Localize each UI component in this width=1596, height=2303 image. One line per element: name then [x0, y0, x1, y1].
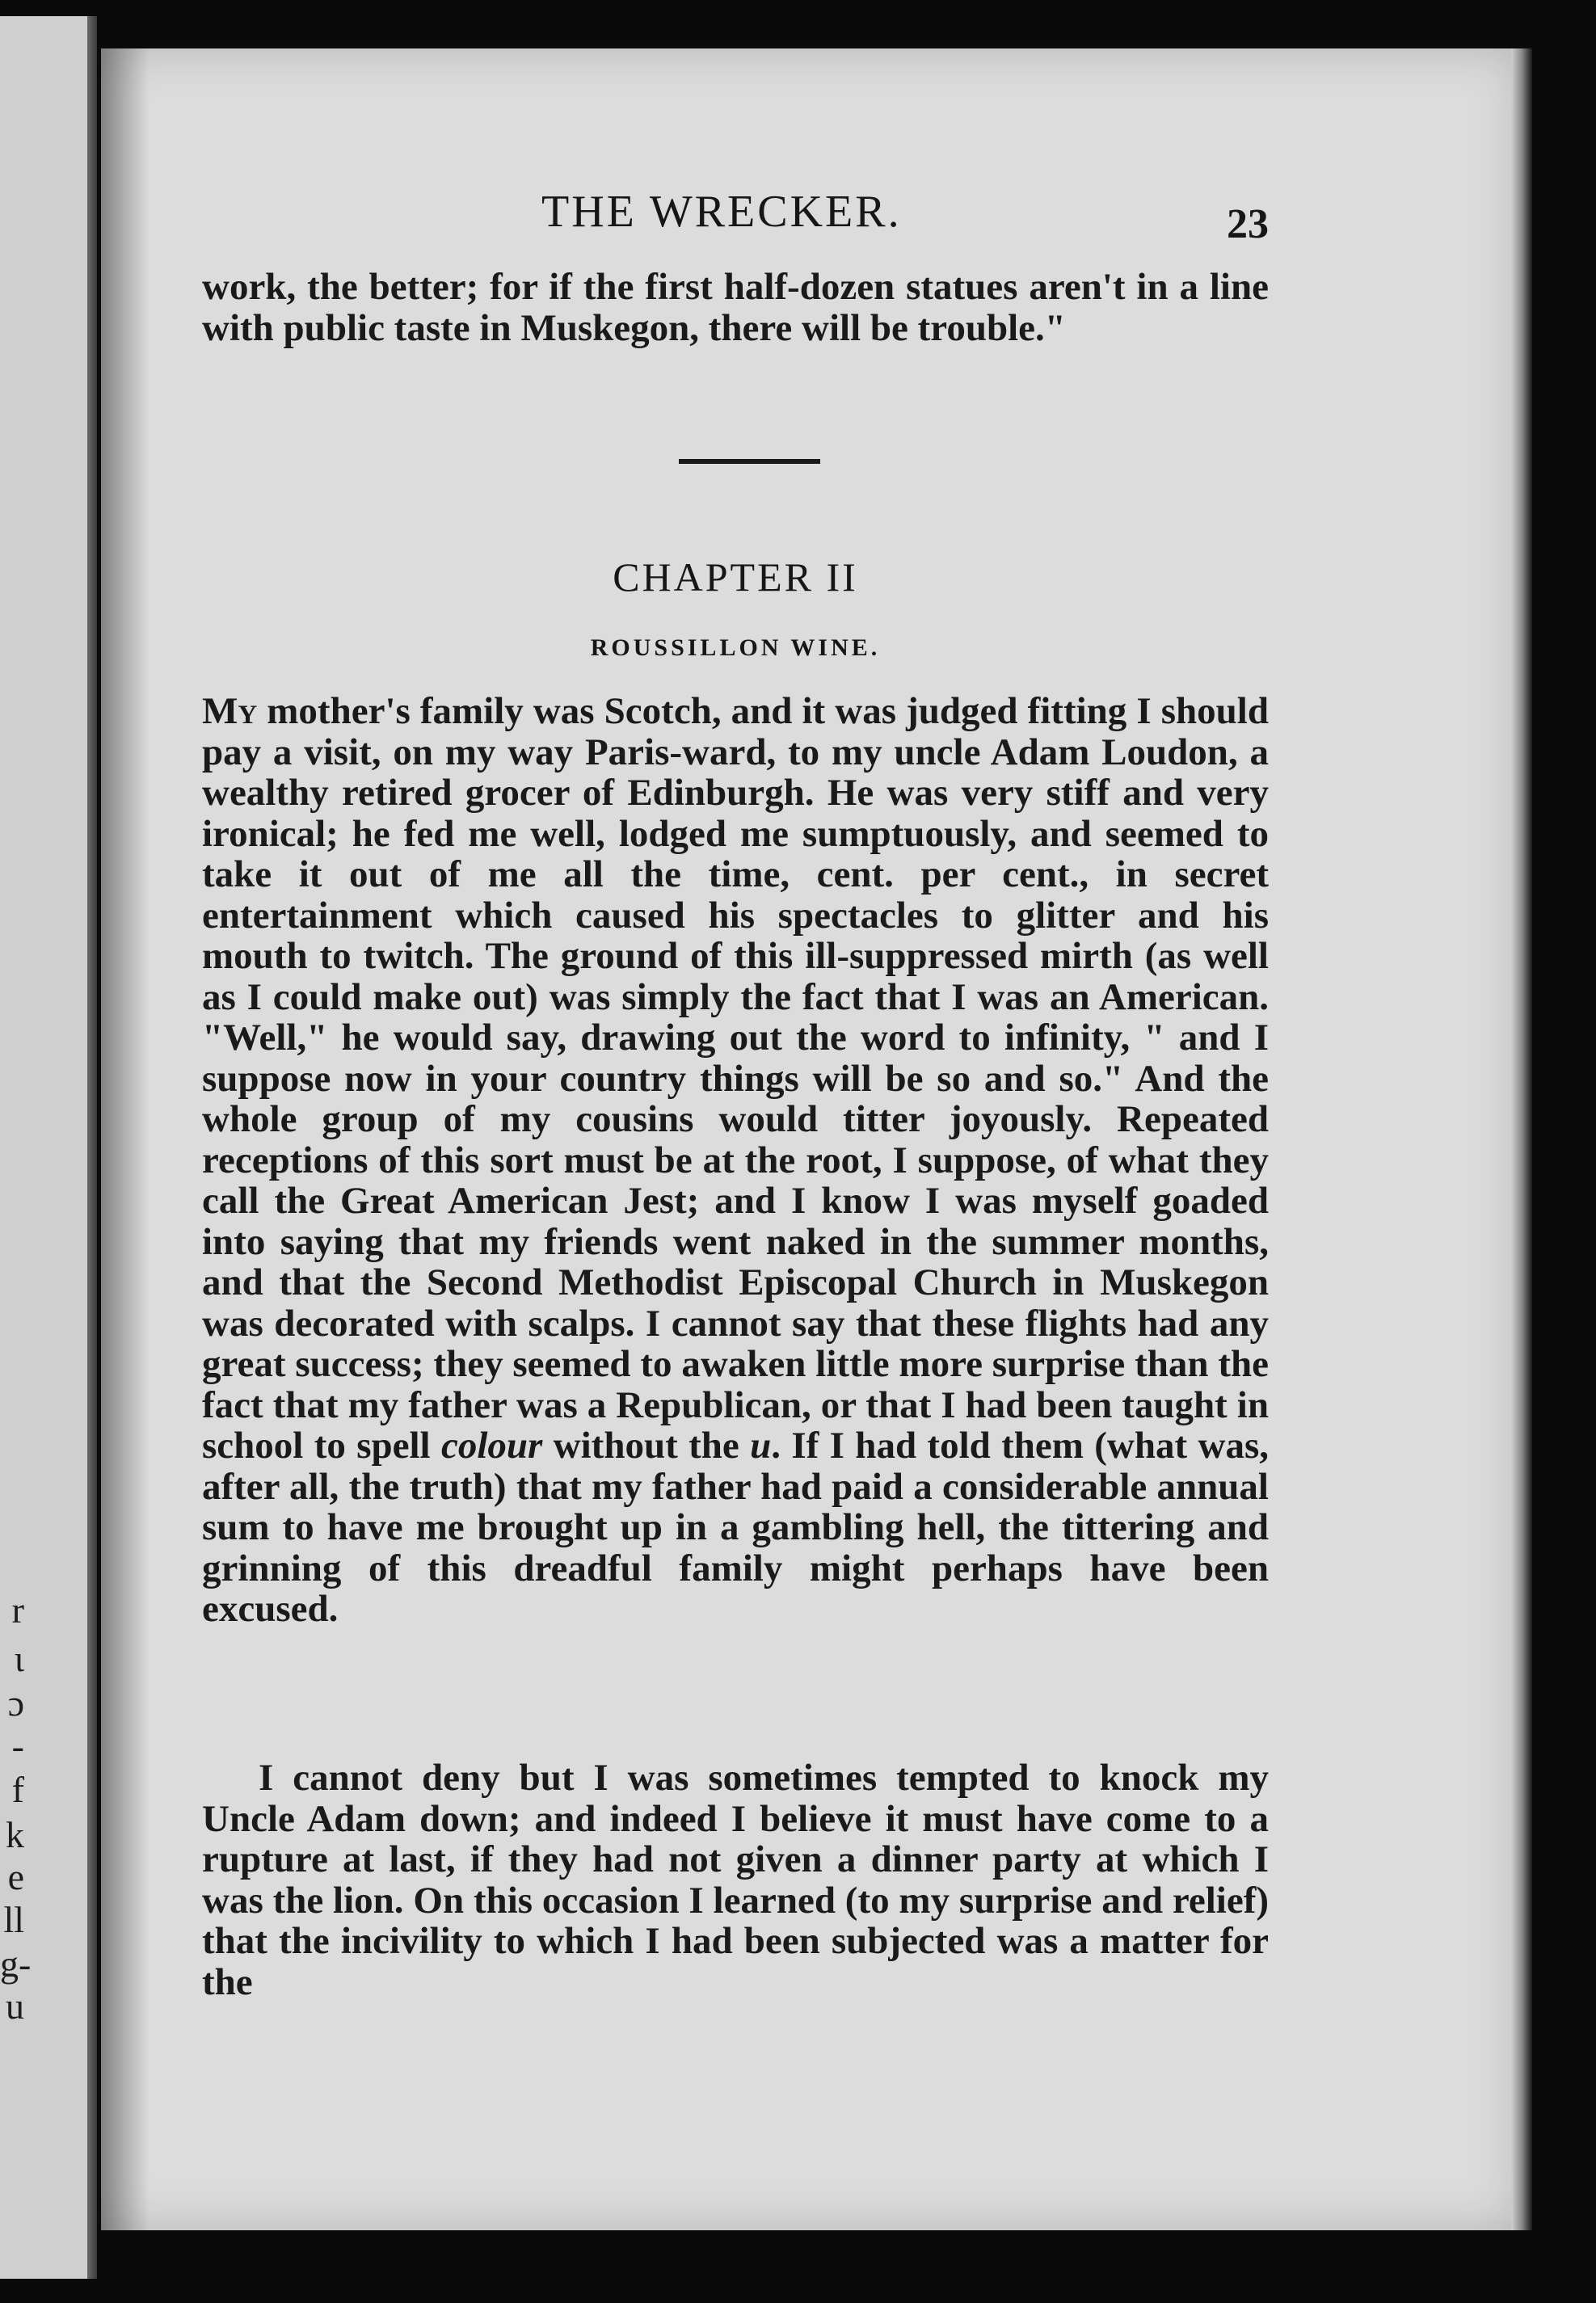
paragraph-1-text [202, 691, 1269, 1630]
adjacent-page-fragment: u [6, 1985, 24, 2027]
paragraph-1-lead: My [202, 690, 258, 732]
paragraph-1-italic-letter: u [750, 1425, 772, 1467]
paragraph-1-end: . If I had told them (what was, after all, the truth) that my father had paid a considerable annual sum to have me brought up in a gambling hell, the tittering and grinning of this dreadful family might perhaps have been excused. [202, 1425, 1270, 1630]
paragraph-1-mid: without the [542, 1425, 751, 1467]
adjacent-page-fragment: k [6, 1814, 24, 1855]
adjacent-page-fragment: e [7, 1856, 24, 1897]
page-gutter-shadow [101, 48, 149, 2230]
chapter-title: CHAPTER II [613, 554, 858, 600]
adjacent-page-fragment: f [11, 1769, 24, 1810]
paragraph-2-text: I cannot deny but I was sometimes tempted to knock my Uncle Adam down; and indeed I believe it must have come to a rupture at last, if they had not given a dinner party at which I was the lion. On this occasion I learned (to my surprise and relief) that the incivility to which I had been subjected was a matter for the [202, 1757, 1269, 2003]
chapter-subtitle: ROUSSILLON WINE. [590, 634, 881, 661]
adjacent-page-fragment: ll [3, 1899, 24, 1940]
section-divider-rule [679, 459, 820, 464]
chapter-paragraph-1 [202, 691, 1269, 1630]
paragraph-1-body: mother's family was Scotch, and it was judged fitting I should pay a visit, on my way Paris-ward, to my uncle Adam Loudon, a wealthy retired grocer of Edinburgh. He was very stiff and very ironical; he fed me well, lodged me sumptuously, and seemed to take it out of me all the time, cent. per cent., in secret entertainment which caused his spectacles to glitter and his mouth to twitch. The ground of this ill-suppressed mirth (as well as I could make out) was simply the fact that I was an American. "Well," he would say, drawing out the word to infinity, " and I suppose now in your country things will be so and so." And the whole group of my cousins would titter joyously. Repeated receptions of this sort must be at the root, I suppose, of what they call the Great American Jest; and I know I was myself goaded into saying that my friends went naked in the summer months, and that the Second Methodist Episcopal Church in Muskegon was decorated with scalps. I cannot say that these flights had any great success; they seemed to awaken little more surprise than the fact that my father was a Republican, or that I had been taught in school to spell [202, 690, 1269, 1467]
continuation-paragraph [202, 267, 1269, 348]
page-edge [1511, 48, 1532, 2230]
continuation-text: work, the better; for if the first half-dozen statues aren't in a line with public taste in Muskegon, there will be trouble." [202, 266, 1269, 349]
adjacent-page-fragment: ι [14, 1638, 24, 1679]
running-title: THE WRECKER. [541, 187, 902, 237]
adjacent-page-fragment: - [11, 1725, 24, 1766]
running-head [202, 186, 1269, 247]
adjacent-page-fragment: r [11, 1589, 24, 1631]
adjacent-page-edge [87, 16, 97, 2279]
adjacent-page-strip [0, 16, 97, 2279]
chapter-paragraph-2 [202, 1758, 1269, 2002]
adjacent-page-fragment: g- [0, 1943, 32, 1985]
page-number: 23 [1227, 201, 1269, 247]
paragraph-1-italic-word: colour [440, 1425, 543, 1467]
adjacent-page-fragment: ɔ [7, 1682, 24, 1724]
